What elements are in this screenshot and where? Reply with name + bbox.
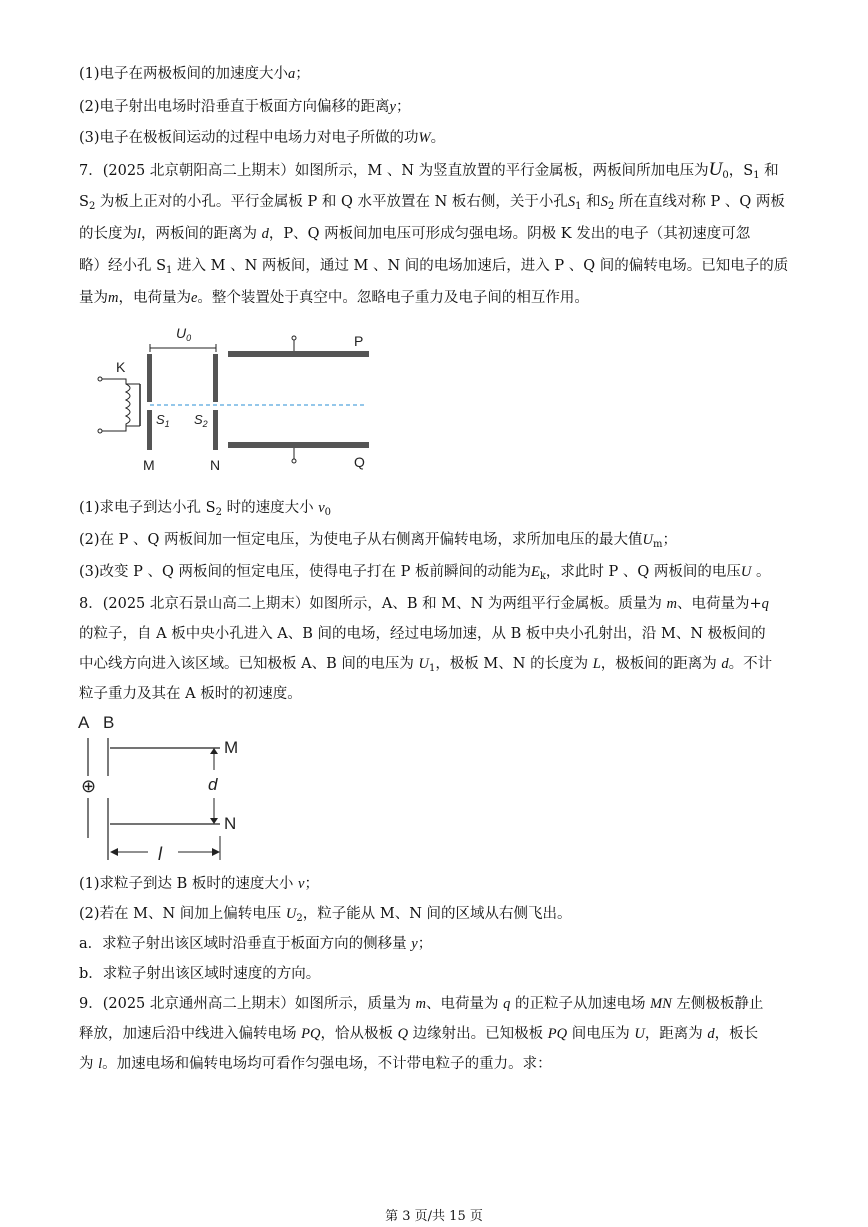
q8-fig-label-a: A (78, 713, 90, 732)
q8-line4: 粒子重力及其在 A 板时的初速度。 (79, 686, 302, 702)
q7-fig-label-m: M (143, 457, 155, 473)
q7-fig-label-k: K (116, 359, 126, 375)
q7-fig-label-s1: $S_1$ (156, 412, 170, 429)
q7-line4: 略）经小孔 $S_1$ 进入 M 、N 两板间，通过 M 、N 间的电场加速后，进入 P 、Q 间的偏转电场。已知电子的质 (79, 258, 789, 276)
q8-fig-label-l: l (158, 844, 162, 864)
q9-line2: 释放，加速后沿中线进入偏转电场 PQ，恰从极板 Q 边缘射出。已知极板 PQ 间电压为 U，距离为 d，板长 (79, 1026, 759, 1042)
q7-fig-label-q: Q (354, 454, 365, 470)
q6-sub2: (2)电子射出电场时沿垂直于板面方向偏移的距离y； (79, 99, 411, 115)
page-footer: 第 3 页/共 15 页 (385, 1209, 483, 1224)
q8-line2: 的粒子，自 A 板中央小孔进入 A、B 间的电场，经过电场加速，从 B 板中央小孔射出，沿 M、N 极板间的 (79, 626, 766, 642)
q7-fig-plate-n-top (213, 354, 218, 402)
q7-fig-label-p: P (354, 333, 364, 349)
q7-fig-cathode-coil (102, 379, 130, 431)
q8-fig-label-m: M (224, 738, 239, 757)
q7-fig-plate-q (228, 442, 369, 448)
q9-line3: 为 l。加速电场和偏转电场均可看作匀强电场，不计带电粒子的重力。求： (79, 1056, 552, 1072)
q7-fig-plate-n-bottom (213, 410, 218, 450)
q8-sub2a: a．求粒子射出该区域时沿垂直于板面方向的侧移量 y； (79, 936, 433, 952)
q7-sub3: (3)改变 P 、Q 两板间的恒定电压，使得电子打在 P 板前瞬间的动能为$E_k$，求此时 P 、Q 两板间的电压U 。 (79, 564, 771, 582)
q7-line2: $S_2$ 为板上正对的小孔。平行金属板 P 和 Q 水平放置在 N 板右侧，关于小孔$S_1$ 和$S_2$ 所在直线对称 P 、Q 两板 (79, 194, 785, 212)
q8-sub2b: b．求粒子射出该区域时速度的方向。 (79, 966, 321, 982)
q9-line1: 9．(2025 北京通州高二上期末）如图所示，质量为 m、电荷量为 q 的正粒子从加速电场 MN 左侧极板静止 (79, 996, 764, 1012)
q7-fig-plate-m-top (147, 354, 152, 402)
q6-sub3: (3)电子在极板间运动的过程中电场力对电子所做的功W。 (79, 130, 446, 146)
q7-figure (90, 318, 380, 478)
q8-fig-charge: ⊕ (81, 776, 97, 796)
q8-fig-label-b: B (103, 713, 115, 732)
q8-sub1: (1)求粒子到达 B 板时的速度大小 v； (79, 876, 319, 892)
q8-fig-label-n: N (224, 814, 237, 833)
q6-sub1: (1)电子在两极板间的加速度大小a； (79, 66, 310, 82)
q8-line3: 中心线方向进入该区域。已知极板 A、B 间的电压为 $U_1$，极板 M、N 的长度为 L，极板间的距离为 d。不计 (79, 656, 773, 674)
q8-figure (78, 708, 258, 868)
q8-sub2: (2)若在 M、N 间加上偏转电压 $U_2$，粒子能从 M、N 间的区域从右侧飞出。 (79, 906, 572, 924)
q8-line1: 8．(2025 北京石景山高二上期末）如图所示，A、B 和 M、N 为两组平行金属板。质量为 m、电荷量为+q (79, 596, 769, 612)
q7-fig-plate-m-bottom (147, 410, 152, 450)
q7-fig-label-s2: $S_2$ (194, 412, 208, 429)
q7-line1: 7．(2025 北京朝阳高二上期末）如图所示，M 、N 为竖直放置的平行金属板，两板间所加电压为$U_0$，$S_1$ 和 (79, 159, 779, 181)
q7-sub1: (1)求电子到达小孔 $S_2$ 时的速度大小 $v_0$ (79, 500, 331, 518)
q7-line5: 量为m，电荷量为e。整个装置处于真空中。忽略电子重力及电子间的相互作用。 (79, 290, 589, 306)
q7-fig-label-n: N (210, 457, 221, 473)
q7-line3: 的长度为l，两板间的距离为 d，P、Q 两板间加电压可形成匀强电场。阴极 K 发出的电子（其初速度可忽 (79, 226, 751, 242)
q7-fig-plate-p (228, 351, 369, 357)
q7-fig-u0-label: $U_0$ (176, 325, 192, 343)
q8-fig-label-d: d (208, 775, 218, 794)
q7-sub2: (2)在 P 、Q 两板间加一恒定电压，为使电子从右侧离开偏转电场，求所加电压的最大值$U_m$； (79, 532, 677, 550)
